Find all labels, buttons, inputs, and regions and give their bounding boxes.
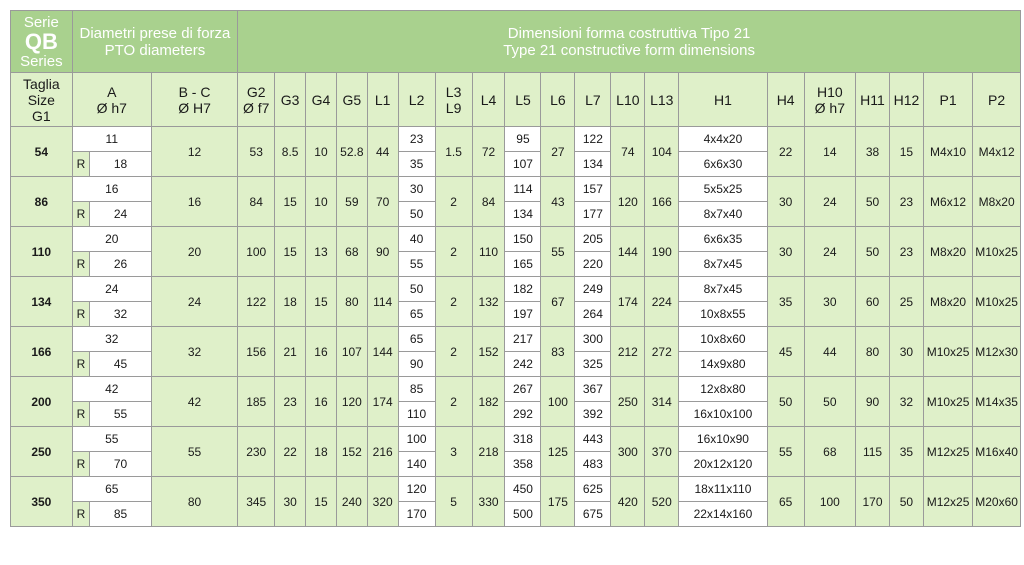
cell-h4: 50 xyxy=(767,377,804,427)
cell-l5b: 165 xyxy=(505,252,541,277)
col-bc: B - C Ø H7 xyxy=(151,73,237,127)
cell-l7a: 122 xyxy=(575,127,611,152)
cell-a-std: 32 xyxy=(72,327,151,352)
cell-l13: 224 xyxy=(645,277,679,327)
cell-l2a: 23 xyxy=(398,127,435,152)
cell-g4: 18 xyxy=(306,427,337,477)
cell-l5b: 197 xyxy=(505,302,541,327)
table-body xyxy=(11,127,1021,527)
cell-g3: 22 xyxy=(275,427,306,477)
cell-l1: 144 xyxy=(367,327,398,377)
cell-h10: 24 xyxy=(804,227,855,277)
cell-l2b: 170 xyxy=(398,502,435,527)
col-size: Taglia Size G1 xyxy=(11,73,73,127)
cell-l5b: 107 xyxy=(505,152,541,177)
cell-l6: 100 xyxy=(541,377,575,427)
cell-h11: 170 xyxy=(856,477,890,527)
cell-l6: 83 xyxy=(541,327,575,377)
col-l13: L13 xyxy=(645,73,679,127)
size-cell: 250 xyxy=(11,427,73,477)
cell-h1b: 16x10x100 xyxy=(679,402,767,427)
cell-l3: 2 xyxy=(435,177,472,227)
cell-l13: 166 xyxy=(645,177,679,227)
dim-title-en: Type 21 constructive form dimensions xyxy=(503,41,755,59)
cell-bc: 32 xyxy=(151,327,237,377)
cell-p2: M16x40 xyxy=(973,427,1021,477)
cell-h1b: 20x12x120 xyxy=(679,452,767,477)
col-h11: H11 xyxy=(856,73,890,127)
cell-l10: 250 xyxy=(611,377,645,427)
cell-p1: M8x20 xyxy=(923,277,972,327)
col-l5: L5 xyxy=(505,73,541,127)
cell-l5a: 182 xyxy=(505,277,541,302)
cell-l7a: 249 xyxy=(575,277,611,302)
cell-h12: 35 xyxy=(889,427,923,477)
cell-h11: 115 xyxy=(856,427,890,477)
cell-bc: 12 xyxy=(151,127,237,177)
col-h1: H1 xyxy=(679,73,767,127)
cell-h12: 30 xyxy=(889,327,923,377)
r-label: R xyxy=(72,452,89,477)
cell-h11: 38 xyxy=(856,127,890,177)
cell-l5b: 242 xyxy=(505,352,541,377)
cell-g3: 8.5 xyxy=(275,127,306,177)
series-code: QB xyxy=(24,28,58,54)
table-row xyxy=(11,127,1021,152)
cell-l5a: 150 xyxy=(505,227,541,252)
cell-l7b: 134 xyxy=(575,152,611,177)
cell-h4: 35 xyxy=(767,277,804,327)
cell-h4: 30 xyxy=(767,227,804,277)
cell-l13: 190 xyxy=(645,227,679,277)
cell-g2: 84 xyxy=(238,177,275,227)
cell-l1: 174 xyxy=(367,377,398,427)
cell-l3: 3 xyxy=(435,427,472,477)
cell-g4: 15 xyxy=(306,477,337,527)
cell-h1a: 12x8x80 xyxy=(679,377,767,402)
cell-l3: 2 xyxy=(435,277,472,327)
col-l6: L6 xyxy=(541,73,575,127)
cell-l4: 110 xyxy=(472,227,505,277)
r-label: R xyxy=(72,402,89,427)
col-a: A Ø h7 xyxy=(72,73,151,127)
table-row xyxy=(11,477,1021,502)
col-g3: G3 xyxy=(275,73,306,127)
cell-l5b: 134 xyxy=(505,202,541,227)
cell-l4: 72 xyxy=(472,127,505,177)
r-label: R xyxy=(72,202,89,227)
cell-l5b: 292 xyxy=(505,402,541,427)
cell-a-std: 20 xyxy=(72,227,151,252)
cell-h1b: 22x14x160 xyxy=(679,502,767,527)
size-cell: 350 xyxy=(11,477,73,527)
col-h4: H4 xyxy=(767,73,804,127)
cell-l7b: 264 xyxy=(575,302,611,327)
cell-a-r: 18 xyxy=(90,152,152,177)
cell-a-r: 32 xyxy=(90,302,152,327)
cell-l2b: 90 xyxy=(398,352,435,377)
cell-l2b: 65 xyxy=(398,302,435,327)
cell-l5a: 95 xyxy=(505,127,541,152)
cell-h4: 45 xyxy=(767,327,804,377)
cell-p2: M10x25 xyxy=(973,277,1021,327)
cell-g5: 80 xyxy=(336,277,367,327)
cell-l13: 520 xyxy=(645,477,679,527)
size-cell: 86 xyxy=(11,177,73,227)
cell-l7b: 675 xyxy=(575,502,611,527)
cell-a-std: 65 xyxy=(72,477,151,502)
cell-g4: 10 xyxy=(306,127,337,177)
cell-l2a: 100 xyxy=(398,427,435,452)
cell-h1b: 10x8x55 xyxy=(679,302,767,327)
cell-bc: 55 xyxy=(151,427,237,477)
cell-h4: 65 xyxy=(767,477,804,527)
cell-l13: 370 xyxy=(645,427,679,477)
col-l7: L7 xyxy=(575,73,611,127)
cell-p1: M12x25 xyxy=(923,427,972,477)
pto-title-en: PTO diameters xyxy=(104,41,206,59)
r-label: R xyxy=(72,352,89,377)
cell-h1a: 16x10x90 xyxy=(679,427,767,452)
cell-a-std: 42 xyxy=(72,377,151,402)
col-h12: H12 xyxy=(889,73,923,127)
cell-l6: 43 xyxy=(541,177,575,227)
cell-l7b: 325 xyxy=(575,352,611,377)
cell-h10: 100 xyxy=(804,477,855,527)
cell-g2: 230 xyxy=(238,427,275,477)
cell-g5: 59 xyxy=(336,177,367,227)
cell-l6: 27 xyxy=(541,127,575,177)
cell-a-std: 16 xyxy=(72,177,151,202)
table-row xyxy=(11,427,1021,452)
cell-l3: 5 xyxy=(435,477,472,527)
cell-h10: 44 xyxy=(804,327,855,377)
col-p2: P2 xyxy=(973,73,1021,127)
cell-a-r: 45 xyxy=(90,352,152,377)
table-row xyxy=(11,277,1021,302)
series-label-bottom: Series xyxy=(20,52,63,70)
cell-a-r: 70 xyxy=(90,452,152,477)
cell-g5: 120 xyxy=(336,377,367,427)
cell-a-std: 55 xyxy=(72,427,151,452)
cell-l1: 44 xyxy=(367,127,398,177)
col-g4: G4 xyxy=(306,73,337,127)
col-h10: H10 Ø h7 xyxy=(804,73,855,127)
cell-l10: 144 xyxy=(611,227,645,277)
cell-bc: 16 xyxy=(151,177,237,227)
cell-p1: M10x25 xyxy=(923,377,972,427)
size-cell: 110 xyxy=(11,227,73,277)
cell-l6: 55 xyxy=(541,227,575,277)
cell-p1: M10x25 xyxy=(923,327,972,377)
cell-h10: 50 xyxy=(804,377,855,427)
cell-l7a: 157 xyxy=(575,177,611,202)
cell-l13: 272 xyxy=(645,327,679,377)
cell-g4: 10 xyxy=(306,177,337,227)
cell-p1: M12x25 xyxy=(923,477,972,527)
cell-a-r: 85 xyxy=(90,502,152,527)
cell-g3: 23 xyxy=(275,377,306,427)
cell-l1: 320 xyxy=(367,477,398,527)
cell-g4: 16 xyxy=(306,327,337,377)
cell-l2a: 30 xyxy=(398,177,435,202)
cell-g5: 240 xyxy=(336,477,367,527)
cell-g3: 18 xyxy=(275,277,306,327)
cell-h1a: 8x7x45 xyxy=(679,277,767,302)
cell-a-std: 24 xyxy=(72,277,151,302)
cell-l7a: 367 xyxy=(575,377,611,402)
cell-bc: 20 xyxy=(151,227,237,277)
cell-l7b: 177 xyxy=(575,202,611,227)
pto-header xyxy=(72,11,238,73)
cell-l7b: 220 xyxy=(575,252,611,277)
series-label-top: Serie xyxy=(23,13,59,31)
cell-h1b: 14x9x80 xyxy=(679,352,767,377)
cell-g5: 107 xyxy=(336,327,367,377)
cell-l1: 114 xyxy=(367,277,398,327)
cell-h4: 22 xyxy=(767,127,804,177)
cell-bc: 80 xyxy=(151,477,237,527)
cell-p1: M8x20 xyxy=(923,227,972,277)
cell-l6: 125 xyxy=(541,427,575,477)
cell-h1b: 8x7x45 xyxy=(679,252,767,277)
cell-l3: 2 xyxy=(435,377,472,427)
cell-h12: 15 xyxy=(889,127,923,177)
cell-p2: M14x35 xyxy=(973,377,1021,427)
cell-g5: 68 xyxy=(336,227,367,277)
r-label: R xyxy=(72,152,89,177)
cell-h12: 32 xyxy=(889,377,923,427)
cell-l5a: 318 xyxy=(505,427,541,452)
cell-l5b: 500 xyxy=(505,502,541,527)
size-cell: 54 xyxy=(11,127,73,177)
cell-l7b: 483 xyxy=(575,452,611,477)
cell-l10: 300 xyxy=(611,427,645,477)
cell-l13: 104 xyxy=(645,127,679,177)
cell-l2a: 65 xyxy=(398,327,435,352)
cell-g2: 185 xyxy=(238,377,275,427)
cell-h4: 55 xyxy=(767,427,804,477)
cell-l6: 67 xyxy=(541,277,575,327)
cell-h11: 60 xyxy=(856,277,890,327)
cell-l7a: 300 xyxy=(575,327,611,352)
cell-a-r: 24 xyxy=(90,202,152,227)
col-l4: L4 xyxy=(472,73,505,127)
col-l10: L10 xyxy=(611,73,645,127)
cell-l7a: 625 xyxy=(575,477,611,502)
col-p1: P1 xyxy=(923,73,972,127)
cell-l10: 74 xyxy=(611,127,645,177)
table-row xyxy=(11,177,1021,202)
cell-p2: M12x30 xyxy=(973,327,1021,377)
size-cell: 200 xyxy=(11,377,73,427)
cell-h11: 90 xyxy=(856,377,890,427)
cell-bc: 24 xyxy=(151,277,237,327)
cell-h12: 23 xyxy=(889,227,923,277)
cell-p1: M6x12 xyxy=(923,177,972,227)
cell-l5a: 114 xyxy=(505,177,541,202)
col-g5: G5 xyxy=(336,73,367,127)
cell-h1b: 8x7x40 xyxy=(679,202,767,227)
cell-l2a: 85 xyxy=(398,377,435,402)
cell-l2b: 35 xyxy=(398,152,435,177)
cell-h4: 30 xyxy=(767,177,804,227)
cell-l4: 84 xyxy=(472,177,505,227)
cell-l2b: 140 xyxy=(398,452,435,477)
col-l2: L2 xyxy=(398,73,435,127)
cell-h11: 50 xyxy=(856,177,890,227)
cell-l1: 90 xyxy=(367,227,398,277)
r-label: R xyxy=(72,502,89,527)
cell-l2b: 55 xyxy=(398,252,435,277)
cell-l10: 174 xyxy=(611,277,645,327)
cell-l4: 330 xyxy=(472,477,505,527)
col-g2: G2 Ø f7 xyxy=(238,73,275,127)
cell-l10: 120 xyxy=(611,177,645,227)
cell-l5b: 358 xyxy=(505,452,541,477)
cell-g5: 152 xyxy=(336,427,367,477)
cell-l4: 152 xyxy=(472,327,505,377)
cell-l6: 175 xyxy=(541,477,575,527)
cell-g2: 156 xyxy=(238,327,275,377)
r-label: R xyxy=(72,302,89,327)
cell-l7b: 392 xyxy=(575,402,611,427)
cell-p1: M4x10 xyxy=(923,127,972,177)
cell-l3: 1.5 xyxy=(435,127,472,177)
cell-g2: 122 xyxy=(238,277,275,327)
cell-l2b: 50 xyxy=(398,202,435,227)
cell-a-std: 11 xyxy=(72,127,151,152)
cell-l2b: 110 xyxy=(398,402,435,427)
cell-l13: 314 xyxy=(645,377,679,427)
dimensions-table xyxy=(10,10,1021,527)
cell-h10: 24 xyxy=(804,177,855,227)
cell-l2a: 120 xyxy=(398,477,435,502)
cell-g4: 16 xyxy=(306,377,337,427)
size-cell: 166 xyxy=(11,327,73,377)
cell-bc: 42 xyxy=(151,377,237,427)
cell-l4: 132 xyxy=(472,277,505,327)
cell-h1a: 10x8x60 xyxy=(679,327,767,352)
cell-l5a: 450 xyxy=(505,477,541,502)
cell-p2: M8x20 xyxy=(973,177,1021,227)
cell-h1a: 6x6x35 xyxy=(679,227,767,252)
cell-g2: 53 xyxy=(238,127,275,177)
cell-g5: 52.8 xyxy=(336,127,367,177)
cell-p2: M10x25 xyxy=(973,227,1021,277)
cell-h12: 50 xyxy=(889,477,923,527)
cell-g3: 15 xyxy=(275,227,306,277)
cell-h11: 50 xyxy=(856,227,890,277)
cell-l4: 218 xyxy=(472,427,505,477)
cell-h1a: 5x5x25 xyxy=(679,177,767,202)
cell-h1b: 6x6x30 xyxy=(679,152,767,177)
cell-g3: 21 xyxy=(275,327,306,377)
cell-l10: 212 xyxy=(611,327,645,377)
cell-l10: 420 xyxy=(611,477,645,527)
cell-a-r: 55 xyxy=(90,402,152,427)
pto-title-it: Diametri prese di forza xyxy=(79,24,231,42)
col-l3-l9: L3 L9 xyxy=(435,73,472,127)
cell-p2: M4x12 xyxy=(973,127,1021,177)
cell-l7a: 443 xyxy=(575,427,611,452)
cell-l1: 216 xyxy=(367,427,398,477)
cell-l2a: 50 xyxy=(398,277,435,302)
cell-g3: 30 xyxy=(275,477,306,527)
table-row xyxy=(11,377,1021,402)
dimensions-header xyxy=(238,11,1021,73)
cell-l1: 70 xyxy=(367,177,398,227)
cell-h11: 80 xyxy=(856,327,890,377)
cell-p2: M20x60 xyxy=(973,477,1021,527)
cell-l5a: 217 xyxy=(505,327,541,352)
cell-l5a: 267 xyxy=(505,377,541,402)
table-row xyxy=(11,327,1021,352)
r-label: R xyxy=(72,252,89,277)
cell-g4: 15 xyxy=(306,277,337,327)
cell-l3: 2 xyxy=(435,227,472,277)
cell-g2: 345 xyxy=(238,477,275,527)
series-header xyxy=(11,11,73,73)
cell-h1a: 18x11x110 xyxy=(679,477,767,502)
cell-h12: 25 xyxy=(889,277,923,327)
cell-a-r: 26 xyxy=(90,252,152,277)
cell-l4: 182 xyxy=(472,377,505,427)
cell-g3: 15 xyxy=(275,177,306,227)
cell-l3: 2 xyxy=(435,327,472,377)
cell-g4: 13 xyxy=(306,227,337,277)
size-cell: 134 xyxy=(11,277,73,327)
dim-title-it: Dimensioni forma costruttiva Tipo 21 xyxy=(507,24,751,42)
col-l1: L1 xyxy=(367,73,398,127)
cell-l2a: 40 xyxy=(398,227,435,252)
cell-g2: 100 xyxy=(238,227,275,277)
cell-l7a: 205 xyxy=(575,227,611,252)
cell-h12: 23 xyxy=(889,177,923,227)
table-row xyxy=(11,227,1021,252)
cell-h10: 30 xyxy=(804,277,855,327)
cell-h10: 68 xyxy=(804,427,855,477)
cell-h1a: 4x4x20 xyxy=(679,127,767,152)
cell-h10: 14 xyxy=(804,127,855,177)
